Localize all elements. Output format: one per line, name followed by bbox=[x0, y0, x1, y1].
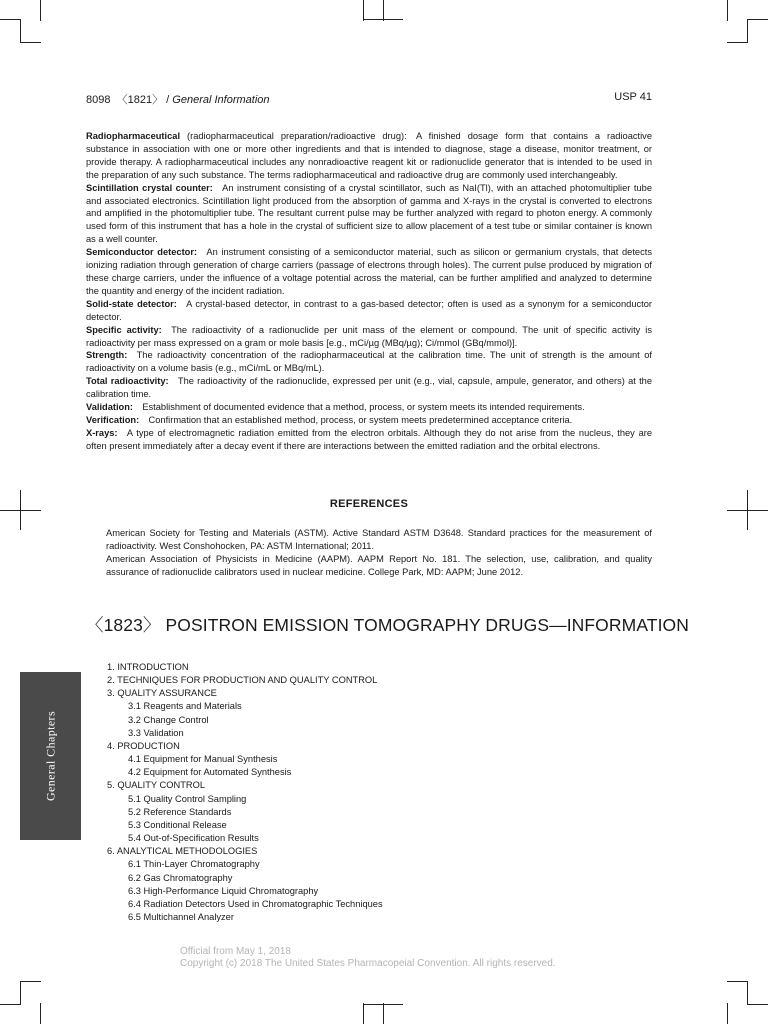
toc-item[interactable]: 3.3 Validation bbox=[128, 727, 184, 738]
side-tab[interactable] bbox=[20, 672, 81, 840]
page-number: 8098 bbox=[86, 94, 111, 106]
definition-entry bbox=[86, 375, 652, 401]
definition-term: Specific activity: bbox=[86, 324, 162, 335]
chapter-number: 〈1823〉 bbox=[86, 615, 161, 635]
definition-entry bbox=[86, 401, 652, 414]
definition-entry bbox=[86, 414, 652, 427]
toc-item[interactable]: 1. INTRODUCTION bbox=[107, 662, 189, 672]
definition-term: Verification: bbox=[86, 414, 140, 425]
toc-item[interactable]: 3. QUALITY ASSURANCE bbox=[107, 688, 217, 699]
toc-item[interactable]: 6.1 Thin-Layer Chromatography bbox=[128, 859, 260, 870]
toc-item[interactable]: 3.2 Change Control bbox=[128, 714, 209, 725]
toc-item[interactable]: 4. PRODUCTION bbox=[107, 740, 180, 751]
toc-item[interactable]: 3.1 Reagents and Materials bbox=[128, 701, 242, 712]
references-heading: REFERENCES bbox=[329, 498, 409, 510]
toc-item[interactable]: 6.4 Radiation Detectors Used in Chromatographic Techniques bbox=[128, 898, 383, 909]
definition-entry bbox=[86, 298, 652, 324]
reference-item: American Society for Testing and Materials (ASTM). Active Standard ASTM D3648. Standard practices for the measurement of radioactivity. West Conshohocken, PA: ASTM International; 2011. bbox=[106, 528, 652, 551]
toc-item[interactable]: 4.1 Equipment for Manual Synthesis bbox=[128, 754, 278, 765]
definition-text: A type of electromagnetic radiation emitted from the electron orbitals. Although they do not arise from the nucleus, they are often present immediately after a decay event if there are interactions between the emitted radiation and the orbital electrons. bbox=[86, 427, 652, 451]
header-separator: / bbox=[166, 94, 170, 106]
copyright-footer bbox=[180, 946, 556, 970]
toc-item[interactable]: 2. TECHNIQUES FOR PRODUCTION AND QUALITY CONTROL bbox=[107, 675, 378, 686]
references-list bbox=[106, 527, 652, 579]
definition-term: X-rays: bbox=[86, 427, 118, 438]
definition-text: Establishment of documented evidence that a method, process, or system meets its intended requirements. bbox=[142, 402, 585, 413]
toc-item[interactable]: 6. ANALYTICAL METHODOLOGIES bbox=[107, 846, 258, 857]
definition-term: Semiconductor detector: bbox=[86, 247, 198, 258]
footer-copyright: Copyright (c) 2018 The United States Pharmacopeial Convention. All rights reserved. bbox=[180, 958, 556, 969]
toc-item[interactable]: 6.3 High-Performance Liquid Chromatography bbox=[128, 885, 319, 896]
side-tab-label: General Chapters bbox=[43, 710, 57, 802]
definition-entry bbox=[86, 182, 652, 247]
toc-item[interactable]: 5. QUALITY CONTROL bbox=[107, 780, 205, 791]
toc-item[interactable]: 5.1 Quality Control Sampling bbox=[128, 793, 247, 804]
chapter-name: POSITRON EMISSION TOMOGRAPHY DRUGS—INFORMATION bbox=[165, 615, 689, 635]
chapter-title bbox=[86, 612, 689, 637]
definition-term: Strength: bbox=[86, 350, 128, 361]
toc-item[interactable]: 6.2 Gas Chromatography bbox=[128, 872, 233, 883]
definition-entry bbox=[86, 427, 652, 453]
table-of-contents bbox=[107, 661, 383, 924]
definition-entry bbox=[86, 324, 652, 350]
definition-term: Total radioactivity: bbox=[86, 376, 169, 387]
definition-text: The radioactivity concentration of the radiopharmaceutical at the calibration time. The unit of strength is the amount of radioactivity on a volume basis (e.g., mCi/mL or MBq/mL). bbox=[86, 350, 652, 374]
header-left bbox=[86, 91, 270, 107]
definition-entry bbox=[86, 246, 652, 298]
definition-text: The radioactivity of a radionuclide per unit mass of the element or compound. The unit of specific activity is radioactivity per mass expressed on a gram or mole basis [e.g., mCi/µg (MBq/µg); Ci/mmol (GBq/mmol)]. bbox=[86, 324, 652, 348]
definition-text: A finished dosage form that contains a radioactive substance in association with one or more other ingredients and that is intended to diagnose, stage a disease, monitor treatment, or provide therapy. A radiopharmaceutical includes any nonradioactive reagent kit or radionuclide generator that is intended to be used in the preparation of any such substance. The terms radiopharmaceutical and radioactive drug are commonly used interchangeably. bbox=[86, 131, 652, 180]
toc-item[interactable]: 5.4 Out-of-Specification Results bbox=[128, 833, 259, 844]
definition-term: Radiopharmaceutical bbox=[86, 131, 181, 141]
definition-text: An instrument consisting of a crystal scintillator, such as NaI(Tl), with an attached photomultiplier tube and associated electronics. Scintillation light produced from the absorption of gamma and X-rays in the crystal is converted to electrons and amplified in the photomultiplier tube. The resultant current pulse may be further analyzed with regard to photon energy. A commonly used form of this instrument that has a hole in the crystal of sufficient size to allow placement of a test tube or similar container is known as a well counter. bbox=[86, 182, 652, 245]
definition-term: Validation: bbox=[86, 402, 134, 413]
toc-item[interactable]: 5.2 Reference Standards bbox=[128, 806, 232, 817]
toc-item[interactable]: 5.3 Conditional Release bbox=[128, 819, 227, 830]
footer-official-date: Official from May 1, 2018 bbox=[180, 946, 291, 957]
edition-label: USP 41 bbox=[614, 91, 652, 103]
chapter-reference: 〈1821〉 bbox=[116, 94, 164, 106]
definition-text: A crystal-based detector, in contrast to a gas-based detector; often is used as a synonym for a semiconductor detector. bbox=[86, 298, 652, 322]
definition-entry bbox=[86, 130, 652, 182]
definition-qualifier: (radiopharmaceutical preparation/radioactive drug): bbox=[180, 131, 407, 141]
definition-text: The radioactivity of the radionuclide, expressed per unit (e.g., vial, capsule, ampule, generator, and others) at the calibration time. bbox=[86, 376, 652, 400]
section-name: General Information bbox=[172, 94, 270, 106]
definition-entry bbox=[86, 349, 652, 375]
definition-term: Solid-state detector: bbox=[86, 298, 177, 309]
toc-item[interactable]: 4.2 Equipment for Automated Synthesis bbox=[128, 767, 292, 778]
definitions-list bbox=[86, 130, 652, 453]
definition-text: Confirmation that an established method, process, or system meets predetermined acceptance criteria. bbox=[148, 414, 573, 425]
definition-text: An instrument consisting of a semiconductor material, such as silicon or germanium crystals, that detects ionizing radiation through generation of charge carriers (passage of electrons through holes). The current pulse produced by migration of these charge carriers, under the influence of a voltage potential across the material, can be further amplified and analyzed to determine the quantity and energy of the incident radiation. bbox=[86, 247, 652, 296]
reference-item: American Association of Physicists in Medicine (AAPM). AAPM Report No. 181. The selection, use, calibration, and quality assurance of radionuclide calibrators used in nuclear medicine. College Park, MD: AAPM; June 2012. bbox=[106, 553, 652, 577]
toc-item[interactable]: 6.5 Multichannel Analyzer bbox=[128, 911, 234, 922]
definition-term: Scintillation crystal counter: bbox=[86, 182, 213, 193]
